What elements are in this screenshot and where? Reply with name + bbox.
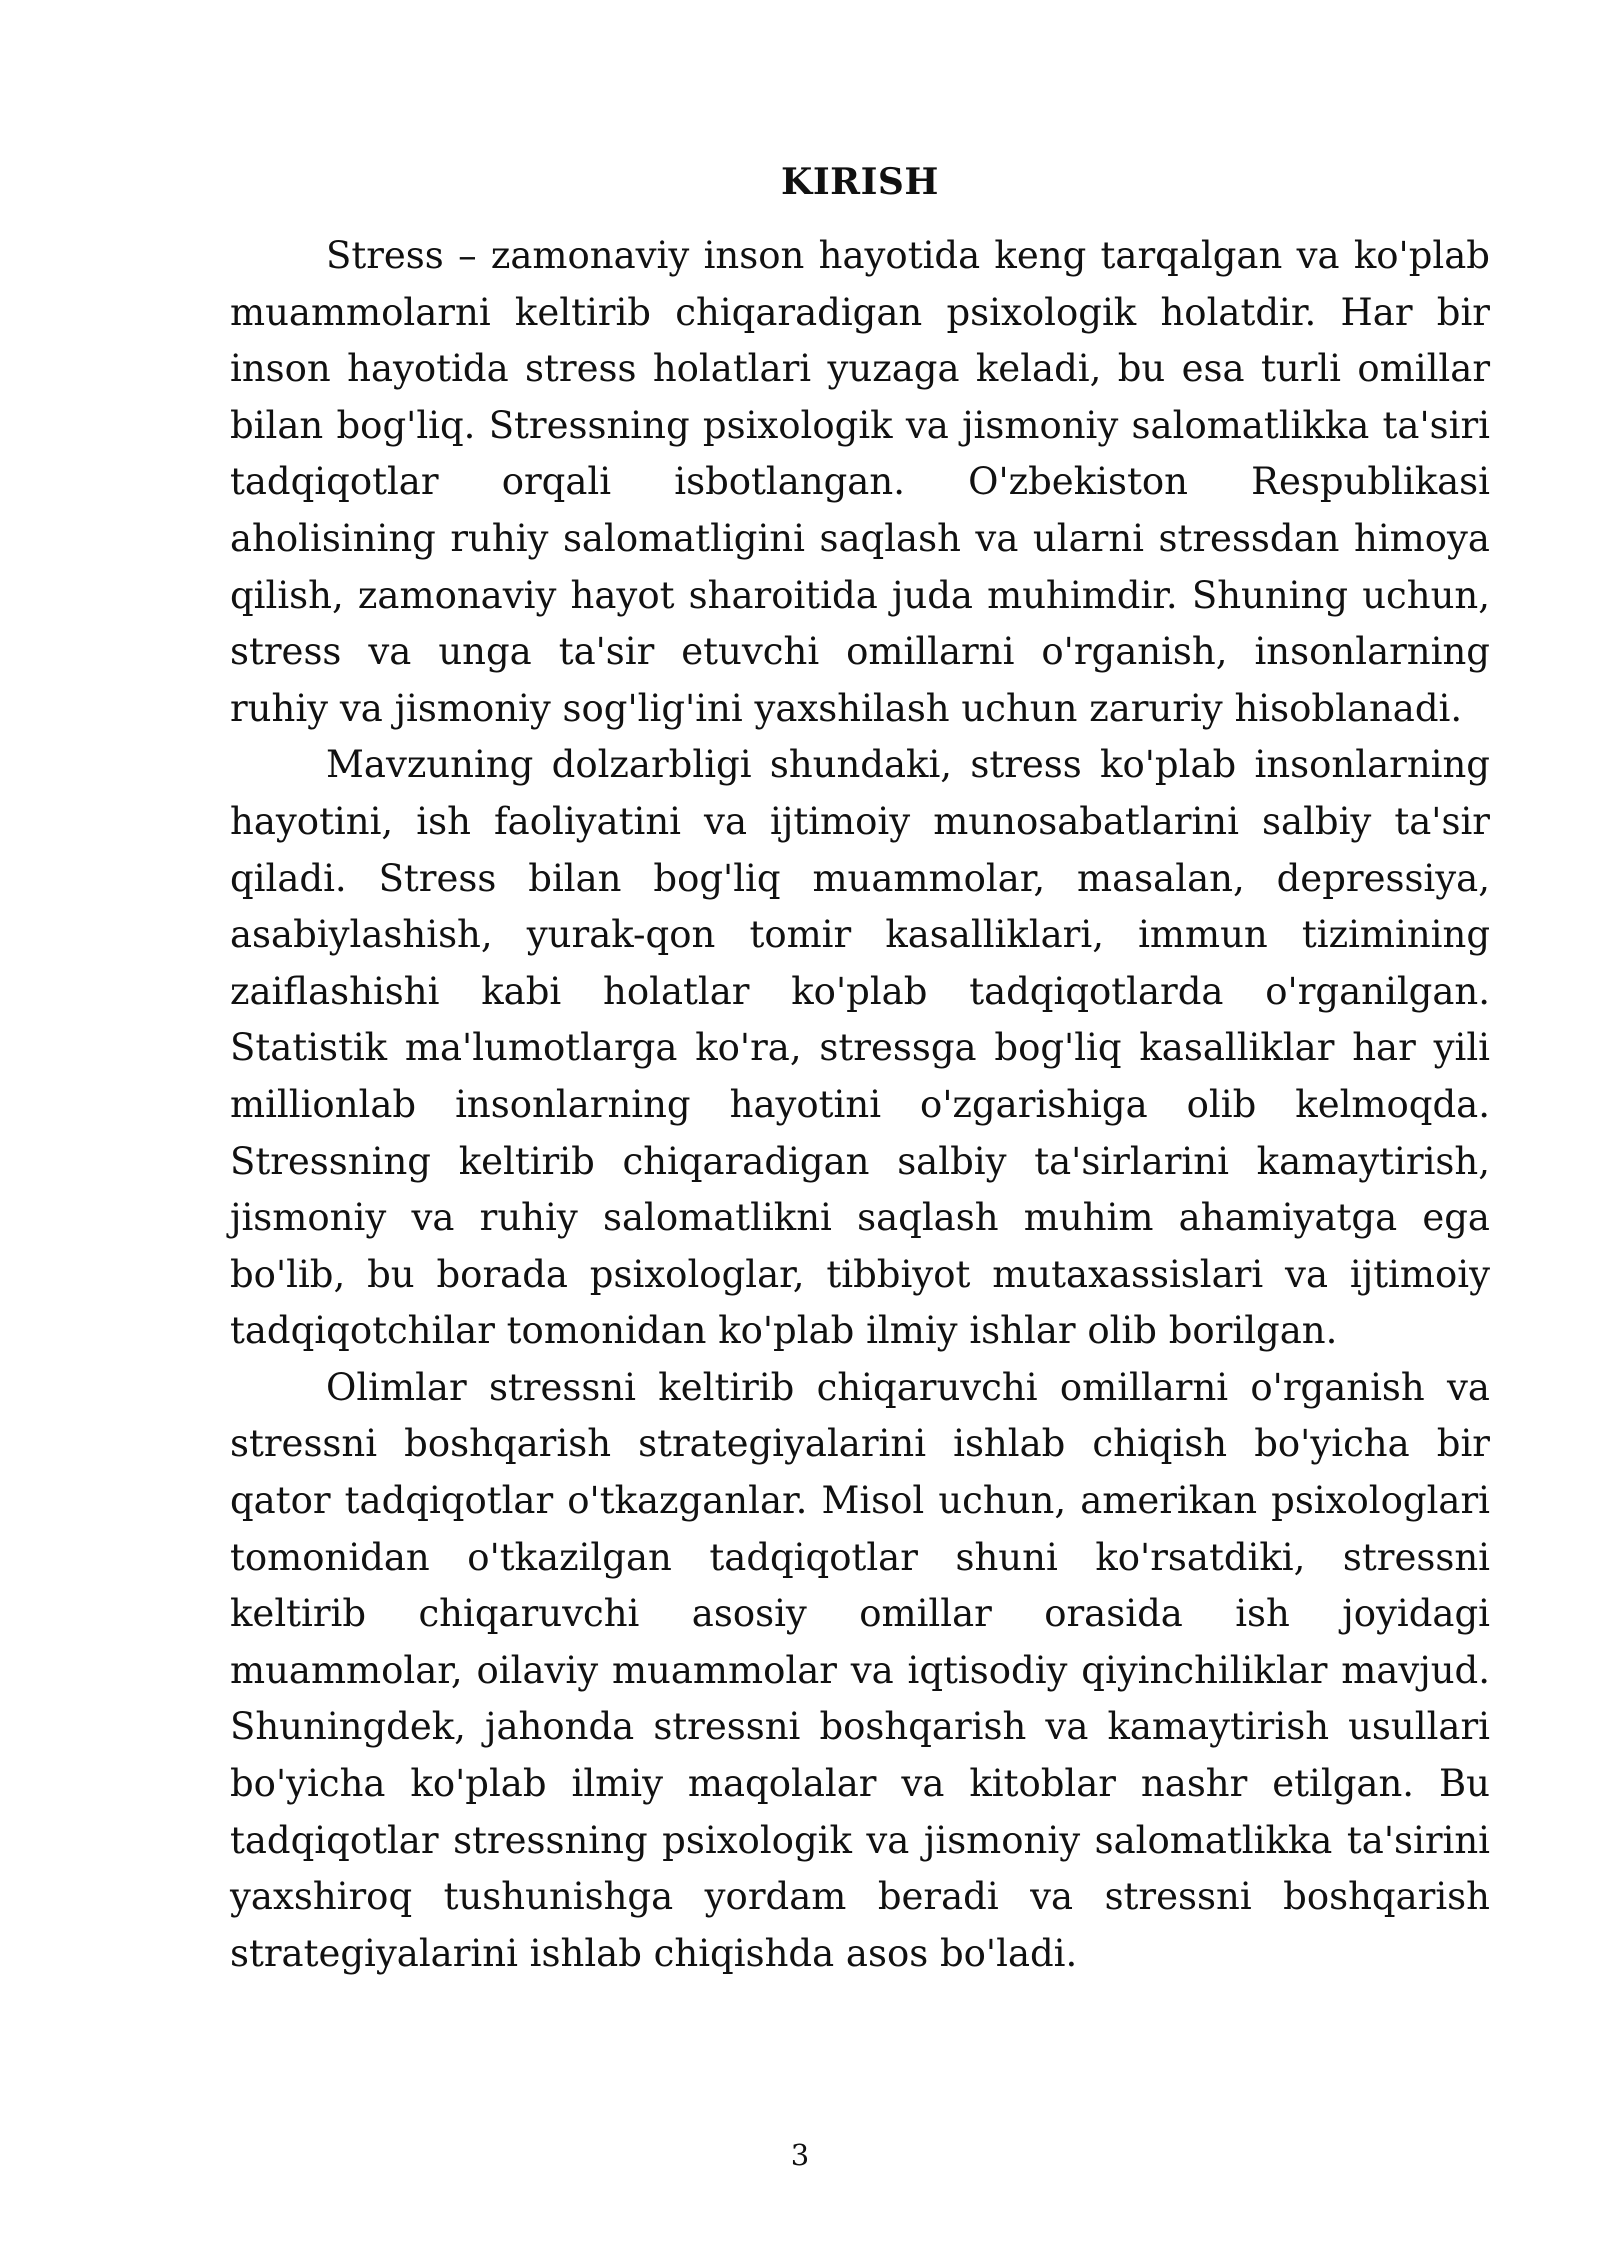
section-title: KIRISH xyxy=(781,161,939,203)
document-page xyxy=(230,150,1490,1982)
paragraph-2: Mavzuning dolzarbligi shundaki, stress ko'plab insonlarning hayotini, ish faoliyatini va ijtimoiy munosabatlarini salbiy ta'sir qiladi. Stress bilan bog'liq muammolar, masalan, depressiya, asabiylashish, yurak-qon tomir kasalliklari, immun tizimining zaiflashishi kabi holatlar ko'plab tadqiqotlarda o'rganilgan. Statistik ma'lumotlarga ko'ra, stressga bog'liq kasalliklar har yili millionlab insonlarning hayotini o'zgarishiga olib kelmoqda. Stressning keltirib chiqaradigan salbiy ta'sirlarini kamaytirish, jismoniy va ruhiy salomatlikni saqlash muhim ahamiyatga ega bo'lib, bu borada psixologlar, tibbiyot mutaxassislari va ijtimoiy tadqiqotchilar tomonidan ko'plab ilmiy ishlar olib borilgan. xyxy=(230,743,1490,1353)
paragraph-1: Stress – zamonaviy inson hayotida keng tarqalgan va ko'plab muammolarni keltirib chiqaradigan psixologik holatdir. Har bir inson hayotida stress holatlari yuzaga keladi, bu esa turli omillar bilan bog'liq. Stressning psixologik va jismoniy salomatlikka ta'siri tadqiqotlar orqali isbotlangan. O'zbekiston Respublikasi aholisining ruhiy salomatligini saqlash va ularni stressdan himoya qilish, zamonaviy hayot sharoitida juda muhimdir. Shuning uchun, stress va unga ta'sir etuvchi omillarni o'rganish, insonlarning ruhiy va jismoniy sog'lig'ini yaxshilash uchun zaruriy hisoblanadi. xyxy=(230,234,1490,730)
paragraph-3: Olimlar stressni keltirib chiqaruvchi omillarni o'rganish va stressni boshqarish strategiyalarini ishlab chiqish bo'yicha bir qator tadqiqotlar o'tkazganlar. Misol uchun, amerikan psixologlari tomonidan o'tkazilgan tadqiqotlar shuni ko'rsatdiki, stressni keltirib chiqaruvchi asosiy omillar orasida ish joyidagi muammolar, oilaviy muammolar va iqtisodiy qiyinchiliklar mavjud. Shuningdek, jahonda stressni boshqarish va kamaytirish usullari bo'yicha ko'plab ilmiy maqolalar va kitoblar nashr etilgan. Bu tadqiqotlar stressning psixologik va jismoniy salomatlikka ta'sirini yaxshiroq tushunishga yordam beradi va stressni boshqarish strategiyalarini ishlab chiqishda asos bo'ladi. xyxy=(230,1365,1490,1975)
page-number: 3 xyxy=(790,2138,810,2172)
